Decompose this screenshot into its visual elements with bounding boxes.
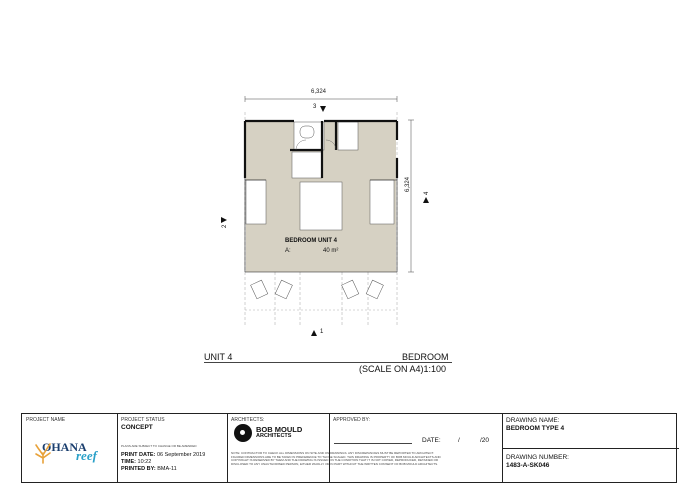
shower (292, 152, 322, 178)
drawing-number-value: 1483-A-SK046 (506, 462, 550, 469)
section-marker-3: 3 (313, 104, 317, 110)
drawing-room-label: BEDROOM (402, 352, 449, 362)
width-dimension: 6,324 (311, 89, 327, 95)
signature-line (334, 443, 412, 444)
disclaimer-note: NOTE: CONTRACTOR TO CHECK ALL DIMENSIONS ON SITE AND ON DRAWINGS. ANY DISCREPANCIES MUST BE REPORTED TO ARCHITECT. FIGURED DIMENSIONS ARE TO BE TAKEN IN PREFERENCE TO THOSE SCALED. THIS DRAWING IS PROPERTY OF BOB MOULD ARCHITECTS AND COPYRIGHT IS RESERVED BY THEM AND THE DRAWING IS ISSUED ON THE CONDITION THAT IT IS NOT COPIED, REPRODUCED, RETAINED OR DISCLOSED TO ANY UNAUTHORISED PERSON, EITHER WHOLLY OR IN PART WITHOUT THE WRITTEN CONSENT OF BOB MOULD ARCHITECTS. (231, 451, 441, 466)
section-marker-2: 2 (222, 224, 228, 228)
logo-ohana: OHANA (42, 440, 87, 454)
status-label: PROJECT STATUS (121, 417, 165, 423)
section-marker-4: 4 (424, 191, 430, 195)
coral-icon (32, 442, 54, 464)
bed-right (370, 180, 394, 224)
drawing-unit-label: UNIT 4 (204, 352, 233, 362)
deck-loungers (251, 280, 384, 299)
drawing-name-label: DRAWING NAME: (506, 417, 560, 424)
logo-reef: reef (76, 448, 97, 463)
drawing-scale: (SCALE ON A4)1:100 (359, 364, 447, 374)
title-underline (204, 362, 452, 363)
area-value: 40 m² (323, 248, 339, 254)
bed-center (300, 182, 342, 230)
drawing-name-value: BEDROOM TYPE 4 (506, 425, 565, 432)
marker-top-arrow (320, 106, 326, 112)
plans-note: PLANS ARE SUBJECT TO CHANGE OR BE AMENDED (121, 444, 197, 448)
approved-label: APPROVED BY: (333, 417, 370, 423)
vanity (300, 126, 314, 138)
firm-name-line1: BOB MOULD (256, 425, 303, 434)
room-name: BEDROOM UNIT 4 (285, 238, 338, 244)
project-name-label: PROJECT NAME (26, 417, 66, 423)
architects-label: ARCHITECTS: (231, 417, 265, 423)
marker-left-arrow (221, 217, 227, 223)
area-label: A: (285, 248, 291, 254)
print-date-label: PRINT DATE: (121, 452, 156, 458)
marker-bottom-arrow (311, 330, 317, 336)
height-dimension-line (408, 120, 414, 272)
title-block (21, 413, 677, 483)
drawing-info-cell (502, 414, 679, 482)
bed-left (246, 180, 266, 224)
time-label: TIME: (121, 459, 136, 465)
height-dimension: 6,324 (405, 176, 411, 192)
date-separator: / (458, 437, 460, 444)
section-marker-1: 1 (320, 329, 324, 335)
project-status-cell (117, 414, 228, 482)
status-value: CONCEPT (121, 424, 153, 431)
print-date-value: 06 September 2019 (156, 452, 206, 458)
wardrobe (338, 122, 358, 150)
time-value: 10:22 (137, 459, 152, 465)
drawing-info-divider (503, 448, 679, 449)
project-name-cell (22, 414, 117, 482)
date-label: DATE: (422, 437, 441, 444)
printed-by-label: PRINTED BY: (121, 466, 156, 472)
date-year: /20 (480, 437, 490, 444)
firm-logo-icon (234, 424, 252, 442)
printed-by-value: BMA-11 (157, 466, 177, 472)
marker-right-arrow (423, 197, 429, 203)
firm-name-line2: ARCHITECTS (256, 433, 292, 439)
width-dimension-line (245, 96, 397, 102)
approved-cell (329, 414, 503, 482)
drawing-number-label: DRAWING NUMBER: (506, 454, 569, 461)
